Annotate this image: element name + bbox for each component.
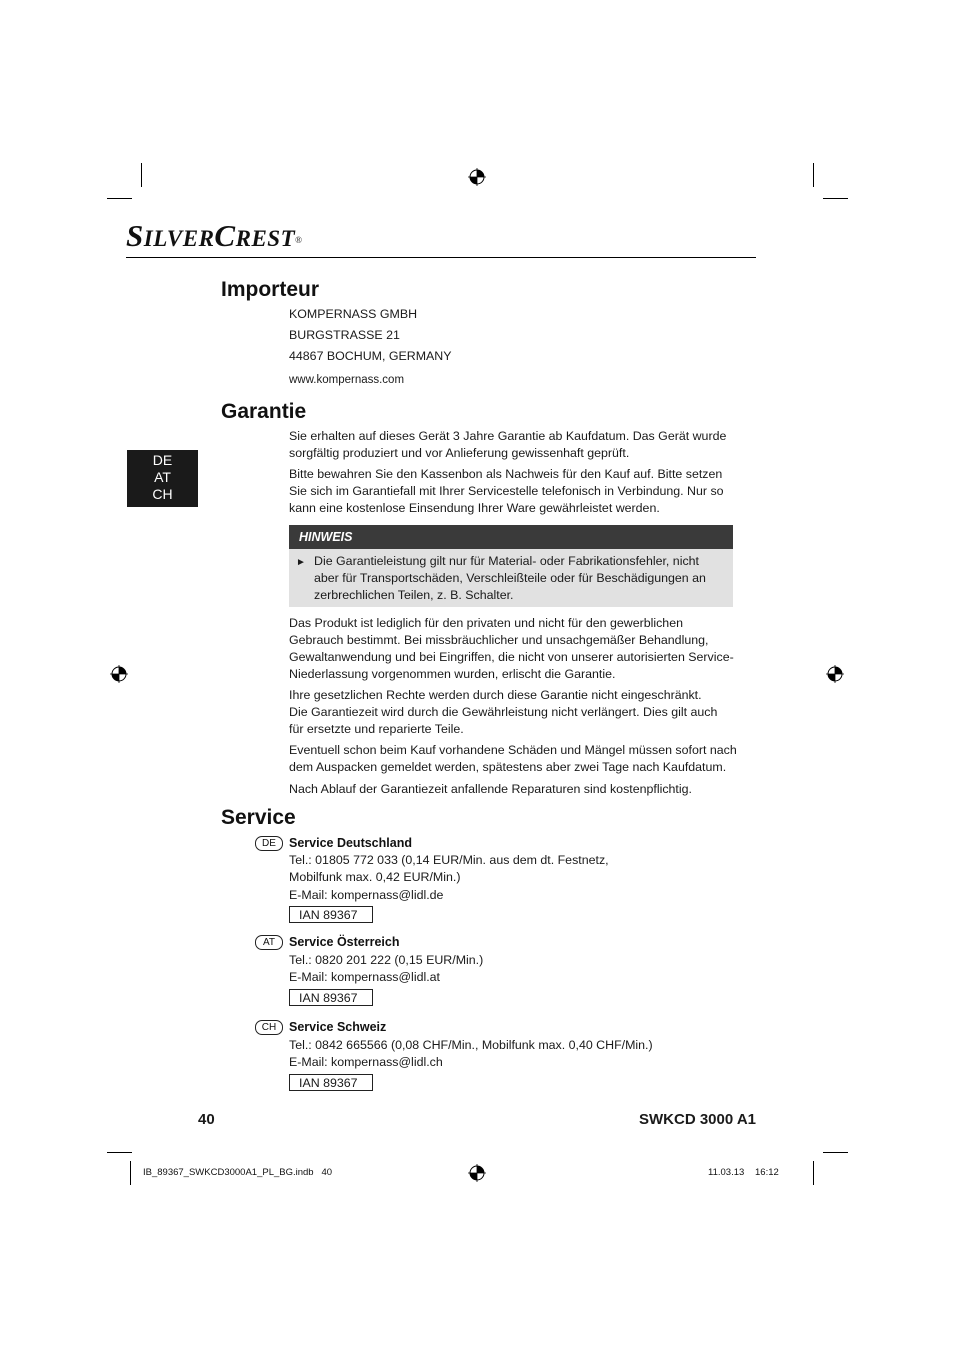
garantie-paragraph: Ihre gesetzlichen Rechte werden durch diese Garantie nicht eingeschränkt. <box>289 688 702 702</box>
note-header: HINWEIS <box>289 525 733 549</box>
print-slug-date: 11.03.13 <box>708 1167 745 1178</box>
crop-mark <box>130 1161 131 1185</box>
registration-mark-icon <box>110 665 128 683</box>
bullet-arrow-icon: ► <box>296 557 306 568</box>
service-title: Service Schweiz <box>289 1020 387 1034</box>
service-phone: Tel.: 0842 665566 (0,08 CHF/Min., Mobilfunk max. 0,40 CHF/Min.) <box>289 1038 653 1052</box>
importeur-address-line: KOMPERNASS GMBH <box>289 307 418 321</box>
service-phone: Tel.: 01805 772 033 (0,14 EUR/Min. aus dem dt. Festnetz, <box>289 853 609 867</box>
print-slug-file: IB_89367_SWKCD3000A1_PL_BG.indb 40 <box>143 1167 333 1178</box>
registration-mark-icon <box>468 168 486 186</box>
country-badge-de: DE <box>255 836 283 851</box>
brand-logo <box>126 218 302 257</box>
ian-box: IAN 89367 <box>289 1074 373 1091</box>
language-code: AT <box>154 469 171 485</box>
crop-mark <box>823 1152 848 1153</box>
header-rule <box>126 257 756 258</box>
country-badge-ch: CH <box>255 1020 283 1035</box>
brand-word: ILVER <box>143 226 215 251</box>
service-title: Service Österreich <box>289 935 400 949</box>
registration-mark-icon <box>826 665 844 683</box>
service-email[interactable]: E-Mail: kompernass@lidl.at <box>289 970 440 984</box>
service-phone: Tel.: 0820 201 222 (0,15 EUR/Min.) <box>289 953 484 967</box>
crop-mark <box>141 163 142 187</box>
page-number: 40 <box>198 1111 215 1128</box>
crop-mark <box>823 198 848 199</box>
garantie-paragraph: Nach Ablauf der Garantiezeit anfallende Reparaturen sind kostenpflichtig. <box>289 782 692 796</box>
language-code: DE <box>152 452 173 468</box>
language-tab <box>127 450 198 507</box>
crop-mark <box>107 198 132 199</box>
service-title: Service Deutschland <box>289 836 412 850</box>
importeur-address-line: 44867 BOCHUM, GERMANY <box>289 349 452 363</box>
service-phone: Mobilfunk max. 0,42 EUR/Min.) <box>289 870 461 884</box>
garantie-paragraph: Die Garantiezeit wird durch die Gewährleistung nicht verlängert. Dies gilt auch für ersetzte und reparierte Teile. <box>289 705 718 736</box>
garantie-paragraph: Bitte bewahren Sie den Kassenbon als Nachweis für den Kauf auf. Bitte setzen Sie sich im Garantiefall mit Ihrer Servicestelle telefonisch in Verbindung. Nur so kann eine kostenlose Einsendung Ihrer Ware gewährleistet werden. <box>289 467 724 515</box>
garantie-paragraph: Sie erhalten auf dieses Gerät 3 Jahre Garantie ab Kaufdatum. Das Gerät wurde sorgfältig produziert und vor Anlieferung gewissenhaft geprüft. <box>289 429 727 460</box>
service-heading: Service <box>221 806 296 829</box>
garantie-heading: Garantie <box>221 400 307 423</box>
garantie-paragraph: Eventuell schon beim Kauf vorhandene Schäden und Mängel müssen sofort nach dem Auspacken gemeldet werden, spätestens aber zwei Tage nach Kaufdatum. <box>289 743 737 774</box>
crop-mark <box>813 163 814 187</box>
ian-box: IAN 89367 <box>289 989 373 1006</box>
importeur-website-link[interactable]: www.kompernass.com <box>289 374 405 386</box>
note-text: Die Garantieleistung gilt nur für Material- oder Fabrikationsfehler, nicht aber für Transportschäden, Verschleißteile oder für Beschädigungen an zerbrechlichen Teilen, z. B. Schalter. <box>314 554 706 602</box>
service-email[interactable]: E-Mail: kompernass@lidl.ch <box>289 1055 443 1069</box>
registered-mark: ® <box>295 235 303 245</box>
ian-box: IAN 89367 <box>289 906 373 923</box>
crop-mark <box>813 1161 814 1185</box>
model-number: SWKCD 3000 A1 <box>639 1111 756 1128</box>
country-badge-at: AT <box>255 935 283 950</box>
brand-initial: C <box>214 218 236 253</box>
garantie-paragraph: Das Produkt ist lediglich für den privaten und nicht für den gewerblichen Gebrauch bestimmt. Bei missbräuchlicher und unsachgemäßer Behandlung, Gewaltanwendung und bei Eingriffen, die nicht von unserer autorisierten Service-Niederlassung vorgenommen wurden, erlischt die Garantie. <box>289 616 734 681</box>
importeur-heading: Importeur <box>221 278 320 301</box>
importeur-address-line: BURGSTRASSE 21 <box>289 328 400 342</box>
crop-mark <box>107 1152 132 1153</box>
print-slug-time: 16:12 <box>755 1167 779 1178</box>
brand-word: REST <box>235 226 296 251</box>
brand-initial: S <box>126 218 144 253</box>
registration-mark-icon <box>468 1164 486 1182</box>
language-code: CH <box>152 486 173 502</box>
service-email[interactable]: E-Mail: kompernass@lidl.de <box>289 888 444 902</box>
